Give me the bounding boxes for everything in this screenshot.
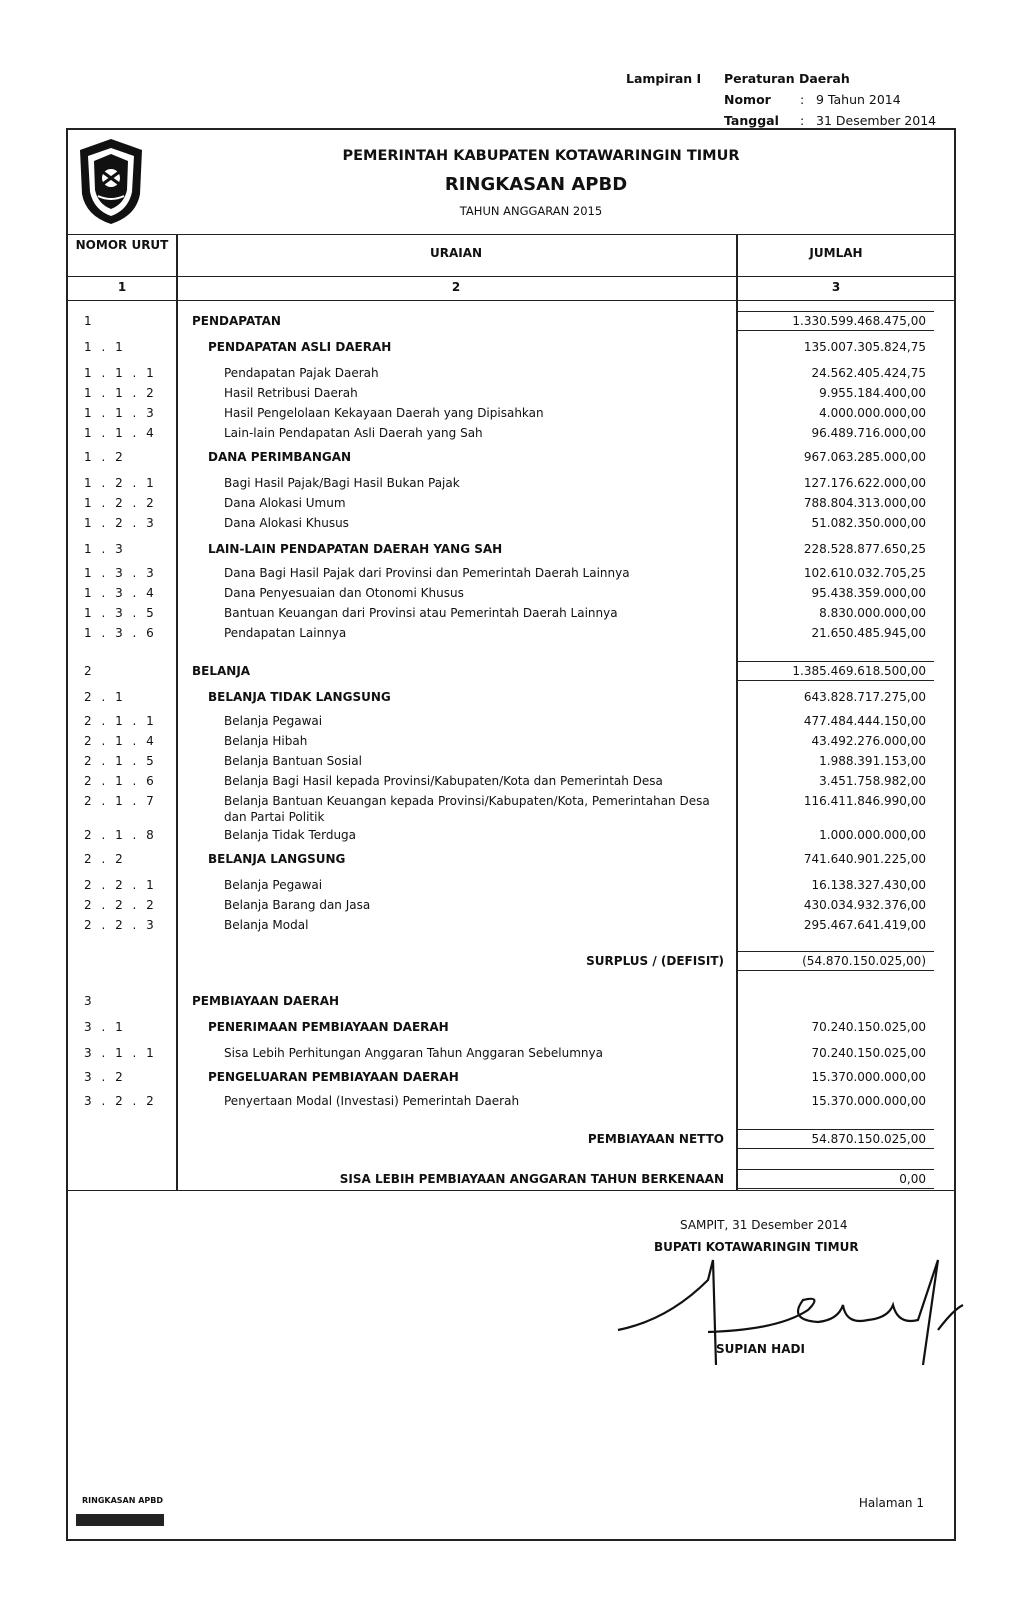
row-amount: 788.804.313.000,00	[803, 496, 926, 510]
table-row	[68, 1046, 954, 1064]
surplus-label: SURPLUS / (DEFISIT)	[586, 954, 724, 968]
nomor-value: 9 Tahun 2014	[816, 92, 901, 107]
footer-page-number: Halaman 1	[858, 1496, 924, 1510]
netto-value: 54.870.150.025,00	[811, 1132, 926, 1146]
table-row	[68, 734, 954, 752]
footer-doc-name: RINGKASAN APBD	[82, 1496, 164, 1505]
row-description: Belanja Modal	[224, 918, 309, 932]
table-row	[68, 754, 954, 772]
table-row	[68, 606, 954, 624]
table-row	[68, 664, 954, 682]
government-name: PEMERINTAH KABUPATEN KOTAWARINGIN TIMUR	[342, 148, 740, 164]
table-row	[68, 852, 954, 870]
silpa-label: SISA LEBIH PEMBIAYAAN ANGGARAN TAHUN BERKENAAN	[339, 1172, 724, 1186]
row-amount: 9.955.184.400,00	[819, 386, 926, 400]
row-amount: 1.330.599.468.475,00	[792, 314, 926, 328]
row-number: 1 . 1 . 2	[84, 386, 157, 400]
netto-label: PEMBIAYAAN NETTO	[587, 1132, 724, 1146]
document-header	[68, 130, 954, 235]
row-number: 1 . 1 . 3	[84, 406, 157, 420]
row-number: 1 . 3 . 6	[84, 626, 157, 640]
table-row	[68, 828, 954, 846]
table-row	[68, 586, 954, 604]
row-number: 1 . 2 . 3	[84, 516, 157, 530]
row-number: 2 . 2	[84, 852, 126, 866]
scanner-stamp	[76, 1514, 164, 1526]
table-row	[68, 542, 954, 560]
lampiran-label: Lampiran I	[626, 71, 702, 86]
row-description: Belanja Pegawai	[224, 714, 323, 728]
row-description: Belanja Bantuan Sosial	[224, 754, 362, 768]
row-number: 1 . 3 . 5	[84, 606, 157, 620]
row-amount: 116.411.846.990,00	[803, 794, 926, 808]
row-amount: 1.385.469.618.500,00	[792, 664, 926, 678]
row-description: BELANJA	[192, 664, 251, 678]
row-description: Penyertaan Modal (Investasi) Pemerintah Daerah	[224, 1094, 520, 1108]
row-description: LAIN-LAIN PENDAPATAN DAERAH YANG SAH	[208, 542, 503, 556]
row-amount: 741.640.901.225,00	[803, 852, 926, 866]
table-row	[68, 366, 954, 384]
row-number: 1 . 2 . 1	[84, 476, 157, 490]
row-description: Belanja Bantuan Keuangan kepada Provinsi/Kabupaten/Kota, Pemerintahan Desa	[224, 794, 710, 808]
row-description: Pendapatan Pajak Daerah	[224, 366, 379, 380]
row-number: 3	[84, 994, 95, 1008]
tanggal-label: Tanggal	[724, 113, 779, 128]
row-description: BELANJA LANGSUNG	[208, 852, 346, 866]
table-row	[68, 898, 954, 916]
table-row	[68, 1070, 954, 1088]
table-row	[68, 406, 954, 424]
row-description: Belanja Hibah	[224, 734, 308, 748]
row-amount: 8.830.000.000,00	[819, 606, 926, 620]
row-number: 1 . 3 . 3	[84, 566, 157, 580]
table-row	[68, 476, 954, 494]
table-row	[68, 566, 954, 584]
tanggal-colon: :	[800, 113, 805, 128]
row-number: 1 . 1	[84, 340, 126, 354]
fiscal-year: TAHUN ANGGARAN 2015	[459, 204, 603, 218]
table-row	[68, 714, 954, 732]
silpa-value: 0,00	[899, 1172, 926, 1186]
row-amount: 4.000.000.000,00	[819, 406, 926, 420]
surplus-value: (54.870.150.025,00)	[802, 954, 926, 968]
row-description: PENERIMAAN PEMBIAYAAN DAERAH	[208, 1020, 449, 1034]
row-amount: 70.240.150.025,00	[811, 1046, 926, 1060]
row-amount: 1.988.391.153,00	[819, 754, 926, 768]
row-amount: 967.063.285.000,00	[803, 450, 926, 464]
row-amount: 1.000.000.000,00	[819, 828, 926, 842]
row-number: 2 . 1 . 1	[84, 714, 157, 728]
lampiran-block	[626, 68, 936, 131]
column-uraian: URAIAN	[429, 246, 483, 260]
row-number: 2 . 1 . 4	[84, 734, 157, 748]
row-amount: 15.370.000.000,00	[811, 1070, 926, 1084]
row-description: Belanja Bagi Hasil kepada Provinsi/Kabupaten/Kota dan Pemerintah Desa	[224, 774, 663, 788]
row-number: 3 . 1 . 1	[84, 1046, 157, 1060]
column-number-row	[68, 276, 954, 301]
table-row	[68, 1094, 954, 1112]
row-description: PEMBIAYAAN DAERAH	[192, 994, 340, 1008]
row-description: Dana Penyesuaian dan Otonomi Khusus	[224, 586, 464, 600]
row-number: 3 . 2 . 2	[84, 1094, 157, 1108]
row-description: Pendapatan Lainnya	[224, 626, 347, 640]
row-amount: 43.492.276.000,00	[811, 734, 926, 748]
row-amount: 228.528.877.650,25	[803, 542, 926, 556]
table-row	[68, 878, 954, 896]
row-number: 1 . 1 . 4	[84, 426, 157, 440]
row-amount: 16.138.327.430,00	[811, 878, 926, 892]
row-number: 1	[84, 314, 95, 328]
table-row	[68, 1020, 954, 1038]
row-description: Bantuan Keuangan dari Provinsi atau Pemerintah Daerah Lainnya	[224, 606, 618, 620]
signature-title: BUPATI KOTAWARINGIN TIMUR	[654, 1240, 859, 1254]
table-row	[68, 340, 954, 358]
row-amount: 135.007.305.824,75	[803, 340, 926, 354]
row-amount: 21.650.485.945,00	[811, 626, 926, 640]
row-description: Belanja Barang dan Jasa	[224, 898, 371, 912]
row-amount: 15.370.000.000,00	[811, 1094, 926, 1108]
row-number: 1 . 1 . 1	[84, 366, 157, 380]
row-description: Belanja Tidak Terduga	[224, 828, 357, 842]
table-row	[68, 450, 954, 468]
column-number-2: 2	[451, 280, 461, 294]
column-nomor-urut: NOMOR URUT	[75, 238, 169, 252]
row-number: 2 . 1 . 6	[84, 774, 157, 788]
silpa-row	[68, 1172, 954, 1190]
row-description: Dana Alokasi Khusus	[224, 516, 349, 530]
tanggal-value: 31 Desember 2014	[816, 113, 937, 128]
column-header-row	[68, 234, 954, 277]
table-row	[68, 516, 954, 534]
nomor-label: Nomor	[724, 92, 771, 107]
row-amount: 127.176.622.000,00	[803, 476, 926, 490]
row-description: Hasil Pengelolaan Kekayaan Daerah yang Dipisahkan	[224, 406, 544, 420]
surplus-row	[68, 954, 954, 972]
nomor-colon: :	[800, 92, 805, 107]
row-number: 2 . 1 . 8	[84, 828, 157, 842]
row-description: DANA PERIMBANGAN	[208, 450, 352, 464]
row-amount: 51.082.350.000,00	[811, 516, 926, 530]
row-number: 2 . 2 . 1	[84, 878, 157, 892]
table-bottom-border	[68, 1190, 954, 1191]
column-number-3: 3	[831, 280, 841, 294]
row-amount: 24.562.405.424,75	[811, 366, 926, 380]
row-amount: 95.438.359.000,00	[811, 586, 926, 600]
row-description: PENDAPATAN	[192, 314, 281, 328]
row-description: Dana Alokasi Umum	[224, 496, 346, 510]
table-row	[68, 314, 954, 332]
row-number: 3 . 2	[84, 1070, 126, 1084]
row-number: 1 . 3	[84, 542, 126, 556]
row-number: 2 . 1 . 7	[84, 794, 157, 808]
table-row	[68, 496, 954, 514]
signature-date: SAMPIT, 31 Desember 2014	[680, 1218, 848, 1232]
table-row	[68, 626, 954, 644]
row-number: 2 . 1 . 5	[84, 754, 157, 768]
row-description: Hasil Retribusi Daerah	[224, 386, 358, 400]
row-description-continued: dan Partai Politik	[224, 810, 325, 824]
row-number: 2 . 2 . 2	[84, 898, 157, 912]
row-description: Belanja Pegawai	[224, 878, 323, 892]
row-amount: 70.240.150.025,00	[811, 1020, 926, 1034]
table-row	[68, 918, 954, 936]
row-amount: 3.451.758.982,00	[819, 774, 926, 788]
row-number: 3 . 1	[84, 1020, 126, 1034]
column-jumlah: JUMLAH	[809, 246, 863, 260]
row-number: 2 . 1	[84, 690, 126, 704]
row-description: Bagi Hasil Pajak/Bagi Hasil Bukan Pajak	[224, 476, 460, 490]
signatory-name: SUPIAN HADI	[716, 1342, 805, 1356]
table-row	[68, 994, 954, 1012]
row-amount: 102.610.032.705,25	[803, 566, 926, 580]
row-amount: 430.034.932.376,00	[803, 898, 926, 912]
table-row	[68, 794, 954, 824]
row-description: Dana Bagi Hasil Pajak dari Provinsi dan Pemerintah Daerah Lainnya	[224, 566, 630, 580]
table-row	[68, 386, 954, 404]
table-row	[68, 690, 954, 708]
row-amount: 643.828.717.275,00	[803, 690, 926, 704]
netto-row	[68, 1132, 954, 1150]
row-amount: 96.489.716.000,00	[811, 426, 926, 440]
document-frame	[66, 128, 956, 1541]
row-number: 2	[84, 664, 95, 678]
row-amount: 295.467.641.419,00	[803, 918, 926, 932]
row-description: PENDAPATAN ASLI DAERAH	[208, 340, 392, 354]
table-row	[68, 774, 954, 792]
row-number: 2 . 2 . 3	[84, 918, 157, 932]
row-amount: 477.484.444.150,00	[803, 714, 926, 728]
row-number: 1 . 3 . 4	[84, 586, 157, 600]
row-number: 1 . 2	[84, 450, 126, 464]
document-title: RINGKASAN APBD	[444, 174, 628, 195]
row-description: Sisa Lebih Perhitungan Anggaran Tahun Anggaran Sebelumnya	[224, 1046, 603, 1060]
row-description: BELANJA TIDAK LANGSUNG	[208, 690, 391, 704]
row-description: PENGELUARAN PEMBIAYAAN DAERAH	[208, 1070, 459, 1084]
row-description: Lain-lain Pendapatan Asli Daerah yang Sah	[224, 426, 483, 440]
column-number-1: 1	[117, 280, 127, 294]
table-row	[68, 426, 954, 444]
row-number: 1 . 2 . 2	[84, 496, 157, 510]
lampiran-title: Peraturan Daerah	[724, 71, 850, 86]
